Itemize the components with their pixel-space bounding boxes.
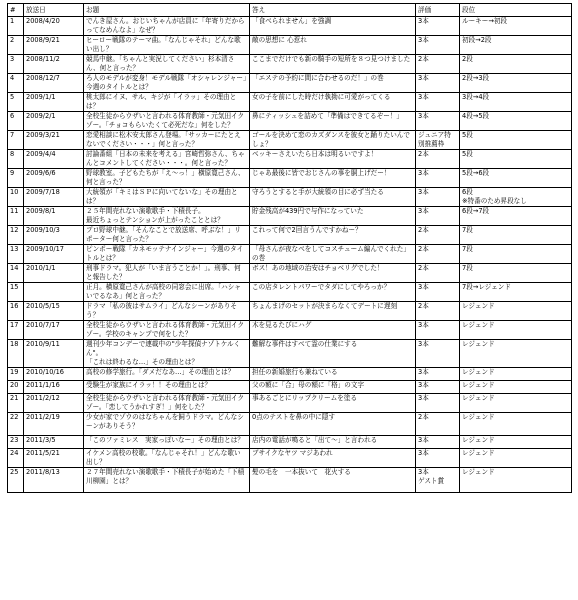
cell-answer: 守ろうとすると手が大統領の目に必ず当たる [250,188,416,207]
cell-date: 2011/2/19 [24,413,84,436]
cell-topic: 刑事ドラマ。犯人が「いま言うことか！」。刑事、何と報告した？ [84,264,250,283]
cell-topic: 受験生が家族にイラッ！！その理由とは？ [84,381,250,394]
cell-date: 2008/12/7 [24,74,84,93]
cell-answer: 敵の思想に 心惹れ [250,36,416,55]
cell-number: 1 [8,17,24,36]
cell-rank: 7段→レジェンド [460,283,572,302]
cell-number: 11 [8,207,24,226]
cell-answer: これって何で2回言うんですかねー？ [250,226,416,245]
cell-answer: この店タレントパワーでタダにしてやろっか？ [250,283,416,302]
cell-rating: 3本 [416,17,460,36]
cell-topic: 大統領が「キミはＳＰに向いてないな」その理由とは？ [84,188,250,207]
cell-number: 3 [8,55,24,74]
cell-topic: イケメン高校の校歌。「なんじゃそれ！」どんな歌い出し？ [84,449,250,468]
cell-number: 25 [8,468,24,493]
cell-number: 5 [8,93,24,112]
cell-number: 17 [8,321,24,340]
cell-number: 8 [8,150,24,169]
cell-rating: 3本 [416,188,460,207]
cell-date: 2011/2/12 [24,394,84,413]
cell-topic: 全校生徒からウザいと言われる体育教師・元気田イクゾー。「チョコもらいたくて必死だな」何をした？ [84,112,250,131]
cell-rank: 5段 [460,150,572,169]
cell-rating: 3本 [416,93,460,112]
cell-date: 2009/1/1 [24,93,84,112]
table-row [8,245,572,264]
cell-date: 2009/4/4 [24,150,84,169]
cell-rating: 3本 [416,112,460,131]
cell-answer: 「母さんが夜なべをしてコスチューム編んでくれた」の巻 [250,245,416,264]
cell-rating: 2本 [416,413,460,436]
table-row [8,394,572,413]
cell-rating: 2本 [416,245,460,264]
cell-topic: 競馬中継。「ちゃんと実況してください」杉本清さん、何と言った？ [84,55,250,74]
cell-rating: 3本 [416,74,460,93]
cell-topic: 桃太郎にイヌ、サル、キジが「イラッ」その理由とは？ [84,93,250,112]
cell-topic: ピンポー戦隊「カネモッテナインジャー」今週のタイトルとは？ [84,245,250,264]
cell-rank: レジェンド [460,340,572,368]
cell-rank: レジェンド [460,368,572,381]
cell-number: 10 [8,188,24,207]
cell-rank: 2段 [460,55,572,74]
cell-rank: 初段→2段 [460,36,572,55]
cell-rank: レジェンド [460,394,572,413]
cell-date [24,283,84,302]
cell-rating: 3本 [416,340,460,368]
cell-date: 2010/9/11 [24,340,84,368]
results-table [7,3,572,493]
cell-topic: 野球教室。子どもたちが「え～っ！」横原寛己さん、何と言った？ [84,169,250,188]
cell-number: 18 [8,340,24,368]
cell-rank: 7段 [460,245,572,264]
cell-rating: 3本 ゲスト賞 [416,468,460,493]
table-row [8,150,572,169]
cell-rating: 3本 [416,449,460,468]
cell-rank: 6段→7段 [460,207,572,226]
table-row [8,436,572,449]
cell-answer: 担任の新婚旅行も兼ねている [250,368,416,381]
cell-topic: 全校生徒からウザいと言われる体育教師・元気田イクゾー。学校のキャンプで何をした？ [84,321,250,340]
cell-date: 2011/5/21 [24,449,84,468]
cell-rank: 4段→5段 [460,112,572,131]
cell-number: 2 [8,36,24,55]
cell-topic: 少女が家でゾウのはなちゃんを飼うドラマ。どんなシーンがありそう？ [84,413,250,436]
cell-number: 16 [8,302,24,321]
table-row [8,55,572,74]
table-row [8,188,572,207]
header-number: # [8,4,24,17]
cell-answer: ボス！あの地域の治安はチョベリグでした！ [250,264,416,283]
table-header-row [8,4,572,17]
cell-rank: レジェンド [460,381,572,394]
cell-number: 4 [8,74,24,93]
table-row [8,449,572,468]
cell-answer: 「食べられません」を強調 [250,17,416,36]
cell-rank: 7段 [460,226,572,245]
cell-number: 20 [8,381,24,394]
cell-date: 2010/10/16 [24,368,84,381]
cell-rating: 2本 [416,55,460,74]
cell-date: 2011/3/5 [24,436,84,449]
table-row [8,264,572,283]
cell-rating: 2本 [416,150,460,169]
cell-rating: 2本 [416,264,460,283]
cell-number: 14 [8,264,24,283]
cell-topic: ２５年間売れない演歌歌手・下積長子。 最近ちょっとテンションが上がったこととは？ [84,207,250,226]
cell-answer: ブサイクなヤツ マジあわれ [250,449,416,468]
cell-date: 2008/9/21 [24,36,84,55]
table-row [8,207,572,226]
cell-date: 2010/1/1 [24,264,84,283]
cell-number: 15 [8,283,24,302]
cell-answer: じゃあ最後に皆でおじさんの事を胴上げだー！ [250,169,416,188]
cell-answer: 店内の電話が鳴ると「出て～」と言われる [250,436,416,449]
cell-date: 2011/1/16 [24,381,84,394]
cell-number: 21 [8,394,24,413]
cell-answer: 女の子を前にした時だけ執拗に可愛がってくる [250,93,416,112]
cell-rank: レジェンド [460,449,572,468]
cell-rank: レジェンド [460,321,572,340]
cell-number: 12 [8,226,24,245]
cell-rating: 3本 [416,368,460,381]
table-row [8,302,572,321]
cell-topic: プロ野球中継。「そんなことで放送席、呼ぶな！」リポーター何と言った？ [84,226,250,245]
cell-topic: 正月。横原寛己さんが高校の同窓会に出席。「ハシャいでるなあ」何と言った？ [84,283,250,302]
cell-date: 2011/8/13 [24,468,84,493]
cell-rating: 3本 [416,321,460,340]
cell-rating: 3本 [416,381,460,394]
cell-rank: 2段→3段 [460,74,572,93]
table-row [8,169,572,188]
cell-rating: 2本 [416,226,460,245]
cell-rank: レジェンド [460,436,572,449]
cell-topic: 全校生徒からウザいと言われる体育教師・元気田イクゾー。「恋してうかれすぎ！」何をした？ [84,394,250,413]
cell-answer: 0点のテストを鼻の中に隠す [250,413,416,436]
cell-number: 6 [8,112,24,131]
table-row [8,321,572,340]
header-rating: 評価 [416,4,460,17]
cell-topic: ろ人のモデルが変身！モデル戦隊「オシャレンジャー」今週のタイトルとは？ [84,74,250,93]
cell-topic: ２７年間売れない演歌歌手・下積長子が始めた「下積川柳園」とは？ [84,468,250,493]
table-row [8,381,572,394]
table-row [8,468,572,493]
cell-rating: 3本 [416,394,460,413]
table-row [8,112,572,131]
cell-answer: 鼻にティッシュを詰めて「準備はできてるぞー！」 [250,112,416,131]
cell-rank: 7段 [460,264,572,283]
cell-date: 2009/10/17 [24,245,84,264]
cell-date: 2010/5/15 [24,302,84,321]
cell-date: 2009/10/3 [24,226,84,245]
cell-rating: ジュニア特別推薦枠 [416,131,460,150]
cell-number: 23 [8,436,24,449]
table-row [8,131,572,150]
cell-number: 7 [8,131,24,150]
results-table-wrapper [7,3,572,493]
header-rank: 段位 [460,4,572,17]
cell-date: 2009/3/21 [24,131,84,150]
cell-rating: 3本 [416,207,460,226]
cell-topic: 週刊少年コンデーで連載中の"少年探偵ナゾトケルくん"。 「これは終わるな…」その理由とは？ [84,340,250,368]
cell-rating: 3本 [416,436,460,449]
cell-rating: 3本 [416,169,460,188]
table-row [8,368,572,381]
table-row [8,17,572,36]
cell-rating: 2本 [416,302,460,321]
cell-date: 2010/7/17 [24,321,84,340]
cell-answer: 貯金残高が439円で与作になっていた [250,207,416,226]
cell-rank: 3段→4段 [460,93,572,112]
cell-rank: ルーキー→初段 [460,17,572,36]
cell-answer: 木を見るたびにハグ [250,321,416,340]
cell-number: 22 [8,413,24,436]
cell-answer: ここまでだけでも新の騎手の短所を８つ見つけました [250,55,416,74]
cell-answer: ゴールを決めて恋のカズダンスを彼女と踊りたいんでしょ？ [250,131,416,150]
table-row [8,413,572,436]
cell-date: 2009/7/18 [24,188,84,207]
cell-rank: レジェンド [460,302,572,321]
cell-rank: レジェンド [460,468,572,493]
header-date: 放送日 [24,4,84,17]
cell-date: 2009/6/6 [24,169,84,188]
cell-topic: 「このファミレス 実家っぽいなー」その理由とは？ [84,436,250,449]
header-topic: お題 [84,4,250,17]
table-row [8,340,572,368]
cell-rank: レジェンド [460,413,572,436]
table-row [8,36,572,55]
cell-date: 2008/4/20 [24,17,84,36]
table-row [8,283,572,302]
cell-topic: 高校の修学旅行。「ダメだなあ…」その理由とは？ [84,368,250,381]
cell-rank: 6段 ※特番のため昇段なし [460,188,572,207]
header-answer: 答え [250,4,416,17]
cell-date: 2008/11/2 [24,55,84,74]
cell-answer: ちょんまげのセットが決まらなくてデートに遅刻 [250,302,416,321]
cell-answer: 事あるごとにリップクリームを塗る [250,394,416,413]
cell-date: 2009/8/1 [24,207,84,226]
table-row [8,74,572,93]
cell-rating: 3本 [416,36,460,55]
cell-answer: 髪の毛を 一本抜いて 花火する [250,468,416,493]
cell-rating: 3本 [416,283,460,302]
cell-topic: 討論番組「日本の未来を考える」宮崎哲弥さん、ちゃんとコメントしてください・・・。何と言った？ [84,150,250,169]
table-body [8,17,572,493]
cell-rank: 5段→6段 [460,169,572,188]
cell-topic: 恋愛相談に松木安太郎さん登場。「サッカーにたとえないでください・・・」何と言った？ [84,131,250,150]
cell-date: 2009/2/1 [24,112,84,131]
cell-number: 9 [8,169,24,188]
cell-topic: でんき屋さん。おじいちゃんが店員に「年寄りだからってなめんなよ」なぜ？ [84,17,250,36]
cell-number: 24 [8,449,24,468]
cell-number: 19 [8,368,24,381]
cell-topic: ドラマ「私の彼はサムライ」どんなシーンがありそう？ [84,302,250,321]
cell-answer: ベッキーさえいたら日本は明るいですよ！ [250,150,416,169]
table-row [8,226,572,245]
cell-topic: ヒーロー戦隊のテーマ曲。「なんじゃそれ」どんな歌い出し？ [84,36,250,55]
cell-rank: 5段 [460,131,572,150]
table-row [8,93,572,112]
cell-answer: 父の額に「合」母の額に「格」の文字 [250,381,416,394]
cell-number: 13 [8,245,24,264]
cell-answer: 難解な事件はすべて霊の仕業にする [250,340,416,368]
cell-answer: 「エステの予約に間に合わせるのだ！」の巻 [250,74,416,93]
